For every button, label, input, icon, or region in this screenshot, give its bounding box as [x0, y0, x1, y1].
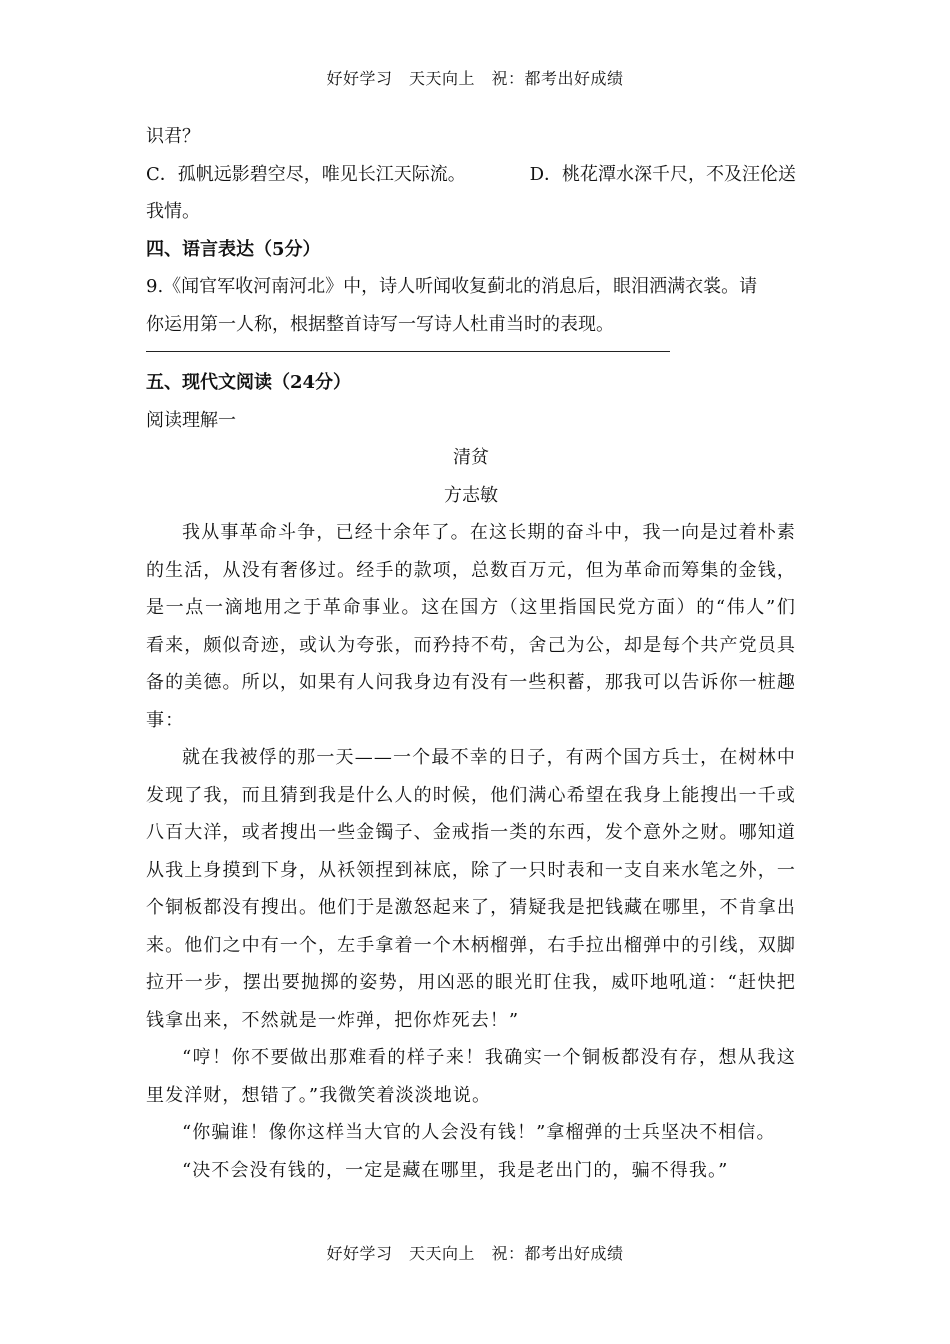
question-9-line-1: 9.《闻官军收河南河北》中，诗人听闻收复蓟北的消息后，眼泪洒满衣裳。请 [146, 276, 758, 297]
article-author: 方志敏 [444, 484, 498, 506]
section-4-title: 四、语言表达（5分） [146, 238, 321, 260]
question-8-options-row [146, 156, 796, 194]
article-paragraph-4: “你骗谁！像你这样当大官的人会没有钱！”拿榴弹的士兵坚决不相信。 [182, 1122, 776, 1143]
document-body [146, 118, 796, 1189]
option-d: D．桃花潭水深千尺，不及汪伦送 [529, 163, 796, 185]
option-d-continuation: 我情。 [146, 201, 200, 222]
question-8-continuation: 识君？ [146, 126, 200, 147]
article-title: 清贫 [453, 447, 489, 468]
reading-subtitle: 阅读理解一 [146, 409, 236, 431]
page-footer: 好好学习 天天向上 祝：都考出好成绩 [326, 1244, 624, 1263]
question-9-line-2: 你运用第一人称，根据整首诗写一写诗人杜甫当时的表现。 [146, 313, 614, 335]
article-paragraph-2: 就在我被俘的那一天——一个最不幸的日子，有两个国方兵士，在树林中发现了我，而且猜到我是什么人的时候，他们满心希望在我身上能搜出一千或八百大洋，或者搜出一些金镯子、金戒指一类的东西，发个意外之财。哪知道从我上身摸到下身，从袄领捏到袜底，除了一只时表和一支自来水笔之外，一个铜板都没有搜出。他们于是激怒起来了，猜疑我是把钱藏在哪里，不肯拿出来。他们之中有一个，左手拿着一个木柄榴弹，右手拉出榴弹中的引线，双脚拉开一步，摆出要抛掷的姿势，用凶恶的眼光盯住我，威吓地吼道：“赶快把钱拿出来，不然就是一炸弹，把你炸死去！” [146, 747, 796, 1031]
section-5-title: 五、现代文阅读（24分） [146, 372, 352, 393]
page-header: 好好学习 天天向上 祝：都考出好成绩 [326, 69, 624, 88]
article-paragraph-5: “决不会没有钱的，一定是藏在哪里，我是老出门的，骗不得我。” [182, 1159, 729, 1181]
article-paragraph-3: “哼！你不要做出那难看的样子来！我确实一个铜板都没有存，想从我这里发洋财，想错了。”我微笑着淡淡地说。 [146, 1047, 796, 1106]
option-c: C．孤帆远影碧空尽，唯见长江天际流。 [146, 163, 466, 185]
article-paragraph-1: 我从事革命斗争，已经十余年了。在这长期的奋斗中，我一向是过着朴素的生活，从没有奢侈过。经手的款项，总数百万元，但为革命而筹集的金钱，是一点一滴地用之于革命事业。这在国方（这里指国民党方面）的“伟人”们看来，颇似奇迹，或认为夸张，而矜持不苟，舍己为公，却是每个共产党员具备的美德。所以，如果有人问我身边有没有一些积蓄，那我可以告诉你一桩趣事： [146, 522, 796, 731]
